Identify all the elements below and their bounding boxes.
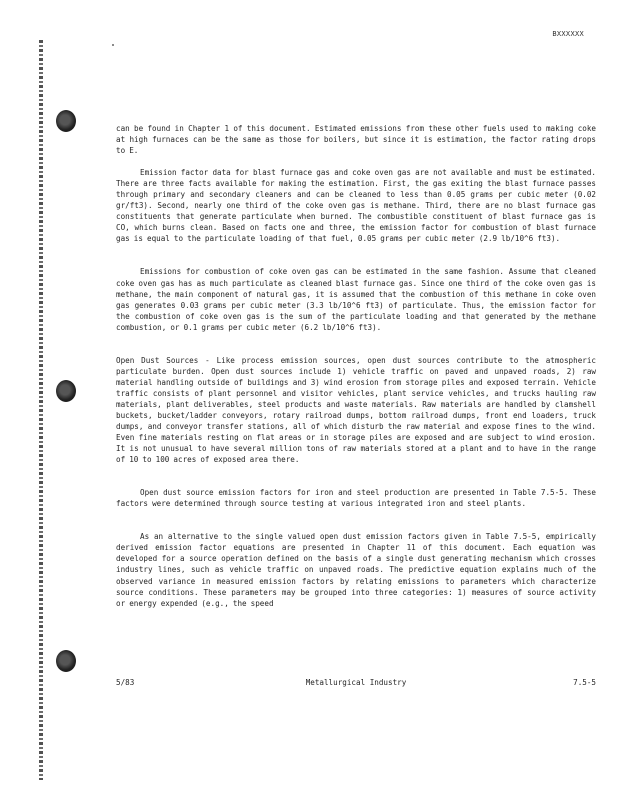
binder-hole-top xyxy=(56,110,76,132)
footer-date: 5/83 xyxy=(116,678,135,687)
scan-edge-artifact xyxy=(39,40,43,780)
footer-title: Metallurgical Industry xyxy=(305,678,407,687)
paragraph-coke-oven-gas: Emissions for combustion of coke oven gas can be estimated in the same fashion. Assume that cleaned coke oven gas has as much particulate as cleaned blast furnace gas. Since one third of the coke oven gas is methane, the main component of natural gas, it is assumed that the combustion of this methane in coke oven gas generates 0.03 grams per cubic meter (3.3 lb/10^6 ft3) of particulate. Thus, the emission factor for the combustion of coke oven gas is the sum of the particulate loading and that generated by the methane combustion, or 0.1 grams per cubic meter (6.2 lb/10^6 ft3). xyxy=(116,267,596,332)
paragraph-emission-factors-table: Open dust source emission factors for iron and steel production are presented in Table 7.5-5. These factors were determined through source testing at various integrated iron and steel plants. xyxy=(116,488,596,509)
binder-hole-middle xyxy=(56,380,76,402)
binder-hole-bottom xyxy=(56,650,76,672)
footer-page-number: 7.5-5 xyxy=(573,678,596,687)
paragraph-gas-emission-estimation: Emission factor data for blast furnace gas and coke oven gas are not available and must be estimated. There are three facts available for making the estimation. First, the gas exiting the blast furnace passes through primary and secondary cleaners and can be cleaned to less than 0.05 grams per cubic meter (0.02 gr/ft3). Second, nearly one third of the coke oven gas is methane. Third, there are no blast furnace gas constituents that generate particulate when burned. The combustible constituent of blast furnace gas is CO, which burns clean. Based on facts one and three, the emission factor for combustion of blast furnace gas is equal to the particulate loading of that fuel, 0.05 grams per cubic meter (2.9 lb/10^6 ft3). xyxy=(116,168,596,244)
scan-speck xyxy=(112,44,114,46)
paragraph-emission-factor-equations: As an alternative to the single valued open dust emission factors given in Table 7.5-5, empirically derived emission factor equations are presented in Chapter 11 of this document. Each equation was developed for a source operation defined on the basis of a single dust generating mechanism which crosses industry lines, such as vehicle traffic on unpaved roads. The predictive equation explains much of the observed variance in measured emission factors by relating emissions to parameters which characterize source conditions. These parameters may be grouped into three categories: 1) measures of source activity or energy expended (e.g., the speed xyxy=(116,532,596,608)
document-code: BXXXXXX xyxy=(552,30,584,38)
document-body xyxy=(116,123,596,609)
paragraph-continuation: can be found in Chapter 1 of this document. Estimated emissions from these other fuels used to making coke at high furnaces can be the same as those for boilers, but since it is estimation, the factor rating drops to E. xyxy=(116,124,596,156)
paragraph-open-dust-sources: Open Dust Sources - Like process emission sources, open dust sources contribute to the atmospheric particulate burden. Open dust sources include 1) vehicle traffic on paved and unpaved roads, 2) raw material handling outside of buildings and 3) wind erosion from storage piles and exposed terrain. Vehicle traffic consists of plant personnel and visitor vehicles, plant service vehicles, and trucks hauling raw materials, plant deliverables, steel products and waste materials. Raw materials are handled by clamshell buckets, bucket/ladder conveyors, rotary railroad dumps, bottom railroad dumps, front end loaders, truck dumps, and conveyor transfer stations, all of which disturb the raw material and expose fines to the wind. Even fine materials resting on flat areas or in storage piles are exposed and are subject to wind erosion. It is not unusual to have several million tons of raw materials stored at a plant and to have in the range of 10 to 100 acres of exposed area there. xyxy=(116,355,596,465)
